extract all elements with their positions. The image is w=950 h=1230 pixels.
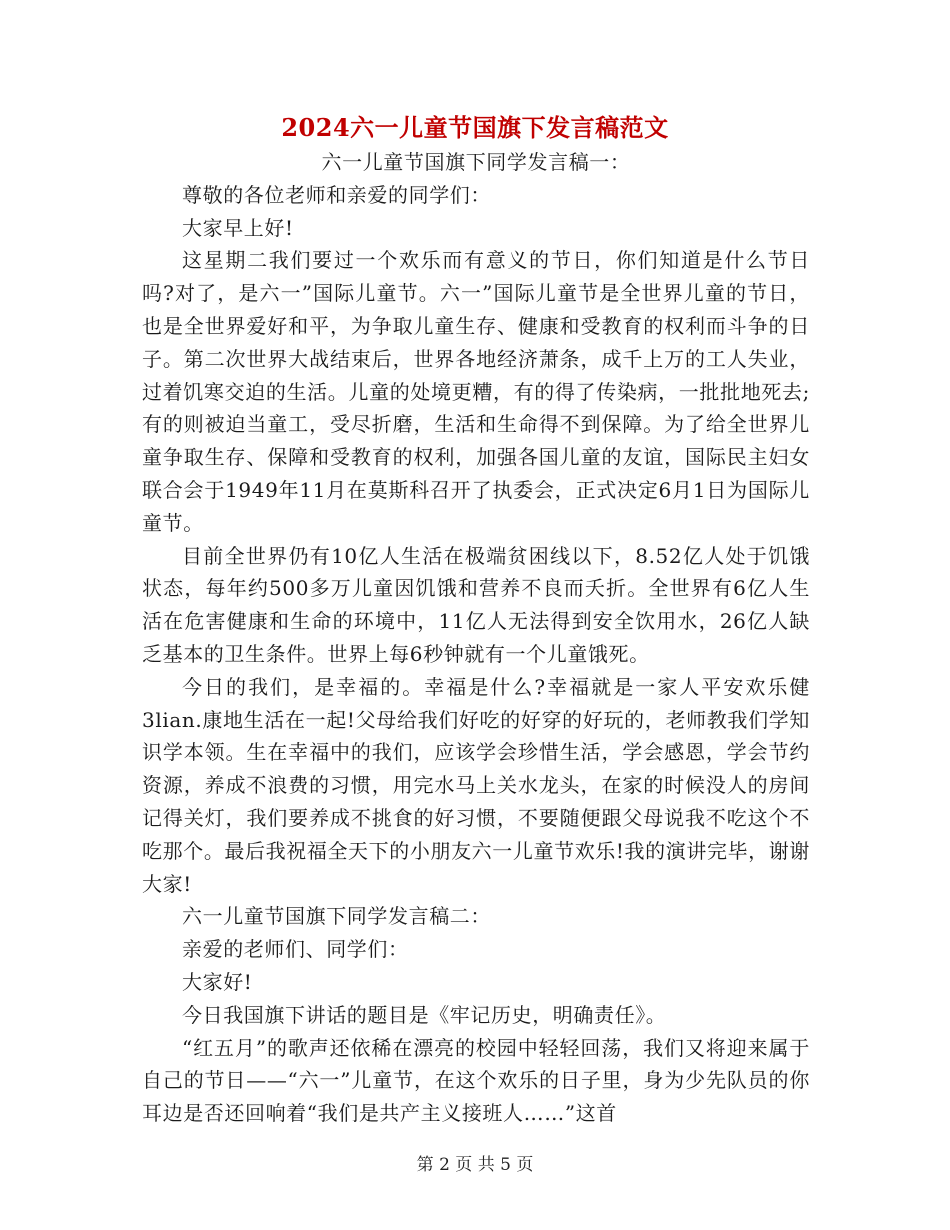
section-heading-2: 六一儿童节国旗下同学发言稿二： <box>182 904 491 929</box>
paragraph: “红五月”的歌声还依稀在漂亮的校园中轻轻回荡，我们又将迎来属于自己的节日——“六一”儿童节，在这个欢乐的日子里，身为少先队员的你耳边是否还回响着“我们是共产主义接班人……”这首 <box>142 1035 810 1126</box>
greeting-2: 大家好! <box>182 969 253 994</box>
paragraph: 今日的我们，是幸福的。幸福是什么?幸福就是一家人平安欢乐健3lian.康地生活在一起!父母给我们好吃的好穿的好玩的，老师教我们学知识学本领。生在幸福中的我们，应该学会珍惜生活，学会感恩，学会节约资源，养成不浪费的习惯，用完水马上关水龙头，在家的时候没人的房间记得关灯，我们要养成不挑食的好习惯，不要随便跟父母说我不吃这个不吃那个。最后我祝福全天下的小朋友六一儿童节欢乐!我的演讲完毕，谢谢大家! <box>142 674 810 896</box>
document-title: 2024六一儿童节国旗下发言稿范文 <box>281 113 669 142</box>
paragraph: 今日我国旗下讲话的题目是《牢记历史，明确责任》。 <box>182 1002 667 1027</box>
page-footer: 第 2 页 共 5 页 <box>416 1155 534 1175</box>
section-heading-1: 六一儿童节国旗下同学发言稿一： <box>321 150 631 174</box>
salutation-1: 尊敬的各位老师和亲爱的同学们： <box>182 182 491 207</box>
document-body <box>142 146 810 1130</box>
greeting-1: 大家早上好! <box>182 215 294 240</box>
salutation-2: 亲爱的老师们、同学们： <box>182 937 409 962</box>
paragraph: 目前全世界仍有10亿人生活在极端贫困线以下，8.52亿人处于饥饿状态，每年约500多万儿童因饥饿和营养不良而夭折。全世界有6亿人生活在危害健康和生命的环境中，11亿人无法得到安全饮用水，26亿人缺乏基本的卫生条件。世界上每6秒钟就有一个儿童饿死。 <box>142 543 810 666</box>
paragraph: 这星期二我们要过一个欢乐而有意义的节日，你们知道是什么节日吗?对了，是六一”国际儿童节。六一”国际儿童节是全世界儿童的节日，也是全世界爱好和平，为争取儿童生存、健康和受教育的权利而斗争的日子。第二次世界大战结束后，世界各地经济萧条，成千上万的工人失业，过着饥寒交迫的生活。儿童的处境更糟，有的得了传染病，一批批地死去;有的则被迫当童工，受尽折磨，生活和生命得不到保障。为了给全世界儿童争取生存、保障和受教育的权利，加强各国儿童的友谊，国际民主妇女联合会于1949年11月在莫斯科召开了执委会，正式决定6月1日为国际儿童节。 <box>142 248 810 535</box>
